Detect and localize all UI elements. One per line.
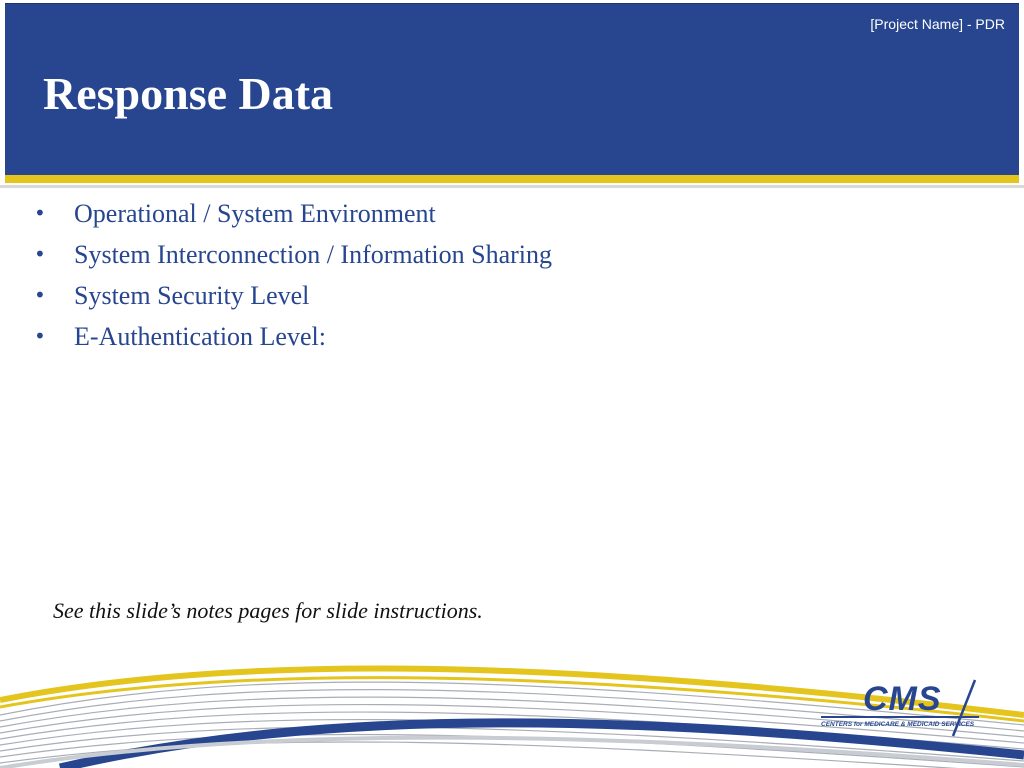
cms-logo [815, 676, 985, 742]
header-band [5, 3, 1019, 176]
bullet-item [30, 275, 552, 316]
bullet-item [30, 316, 552, 357]
slide-notes-instruction: See this slide’s notes pages for slide instructions. [53, 598, 483, 623]
cms-wordmark: CMS [863, 680, 942, 718]
bullet-text: E-Authentication Level: [74, 322, 326, 351]
bullet-dot-icon: • [34, 242, 46, 266]
header-yellow-stripe [5, 175, 1019, 183]
bullet-text: System Interconnection / Information Sharing [74, 240, 553, 269]
bullet-text: System Security Level [74, 281, 310, 310]
bullet-dot-icon: • [34, 324, 46, 348]
header-gray-rule [0, 185, 1024, 188]
bullet-text: Operational / System Environment [74, 199, 436, 228]
slide-title: Response Data [43, 68, 334, 119]
bullet-item [30, 193, 552, 234]
bullet-item [30, 234, 552, 275]
bullet-list [30, 193, 552, 357]
cms-tagline: CENTERS for MEDICARE & MEDICAID SERVICES [821, 721, 975, 728]
bullet-dot-icon: • [34, 201, 46, 225]
bullet-dot-icon: • [34, 283, 46, 307]
project-name-label: [Project Name] - PDR [870, 16, 1005, 32]
